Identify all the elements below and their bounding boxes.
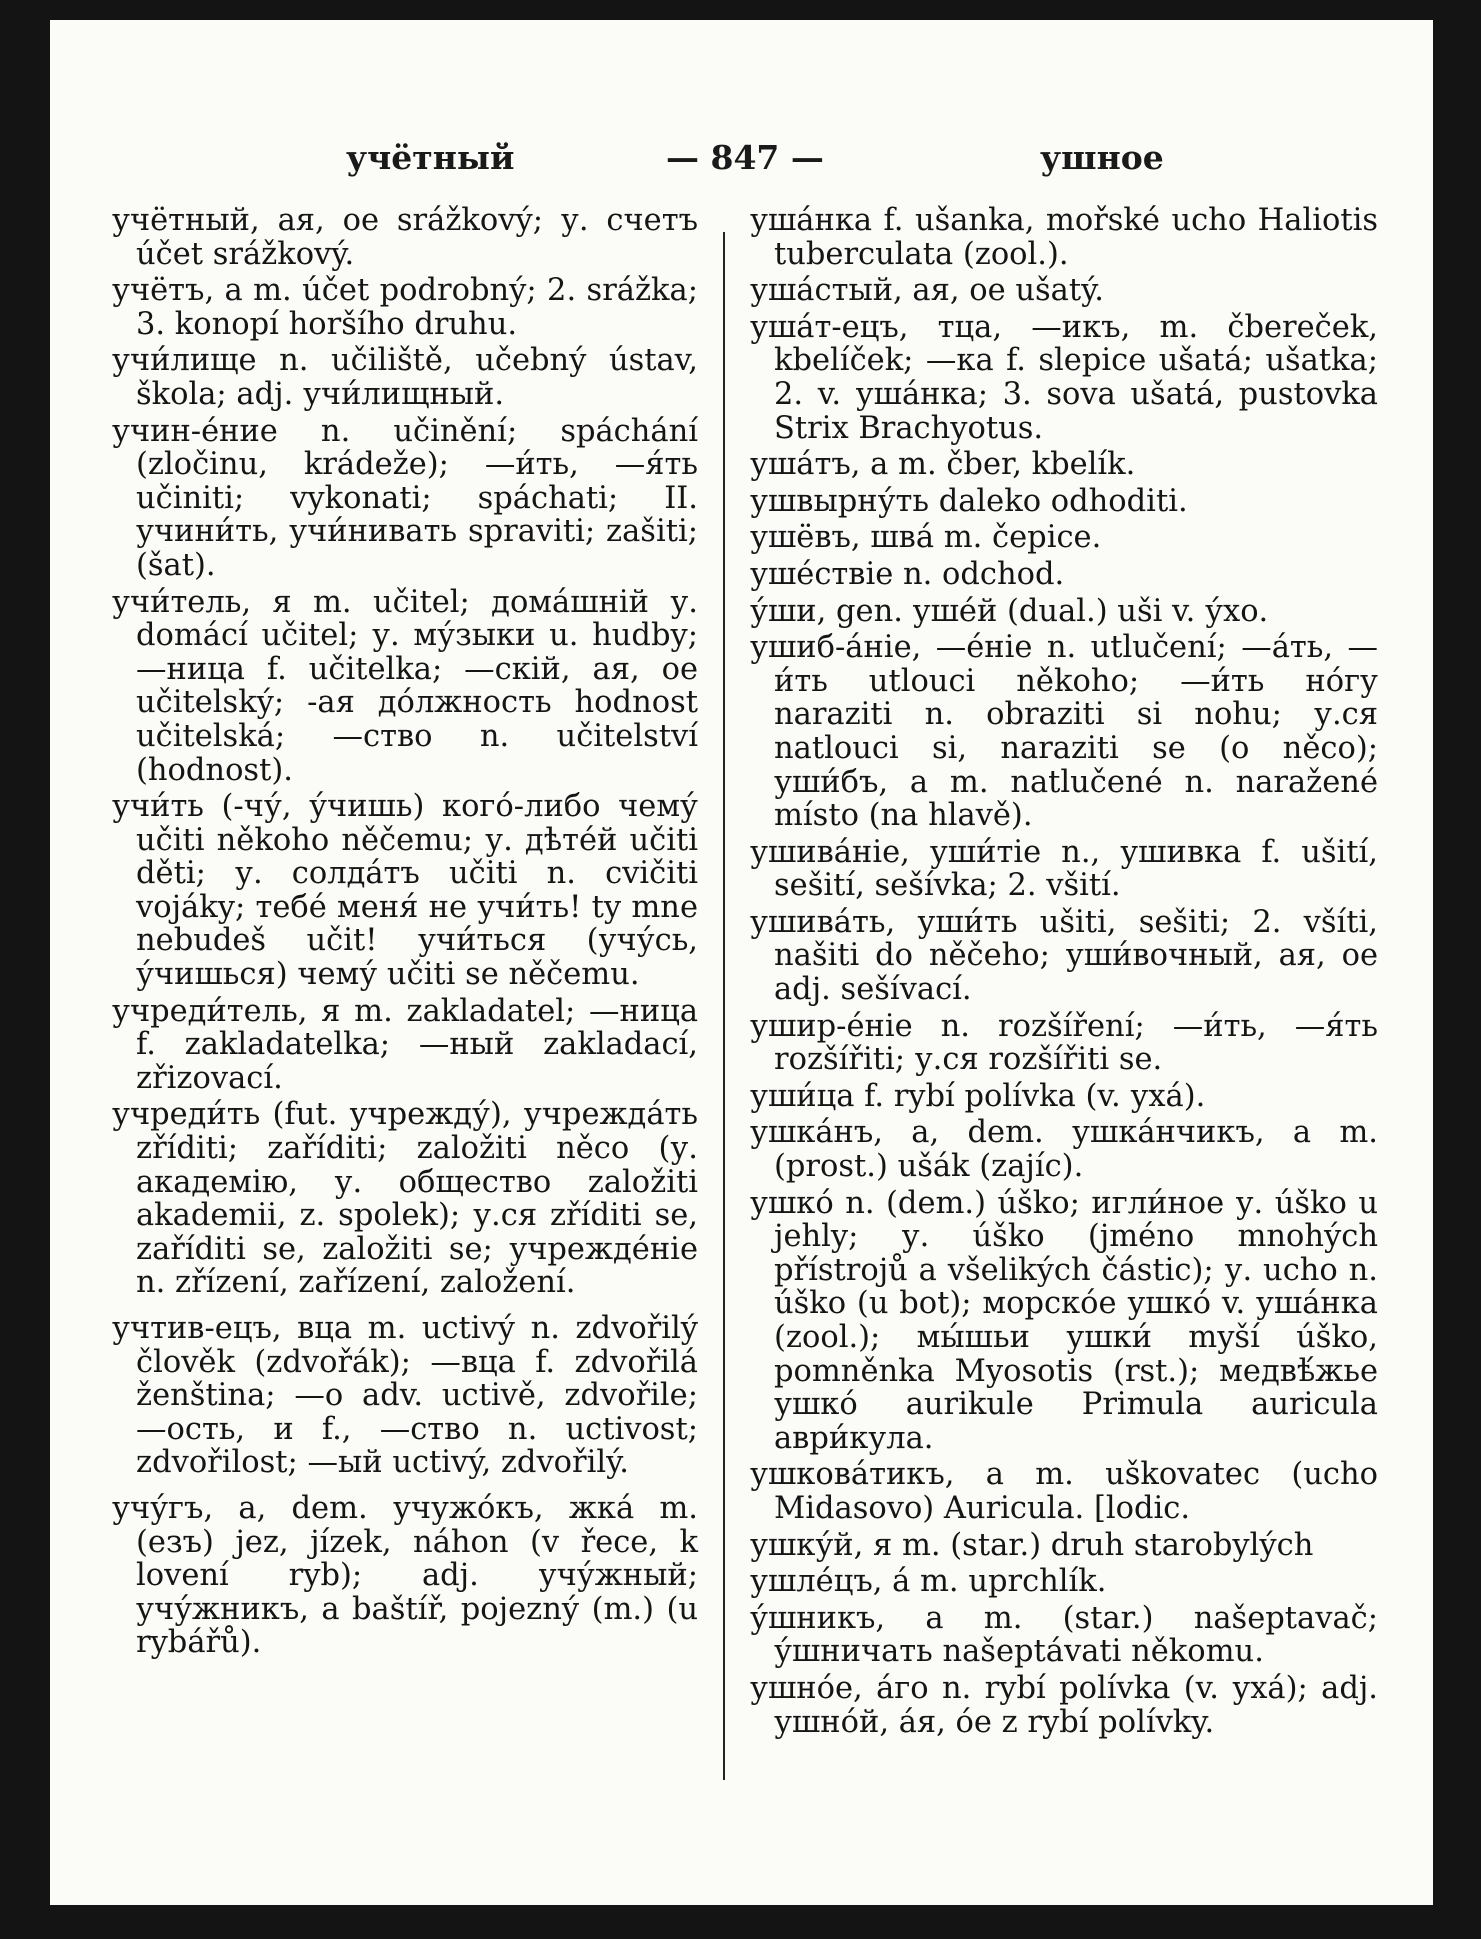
- right-column: [750, 204, 1378, 1742]
- dictionary-entry: уши́ца f. rybí polívka (v. уха́).: [750, 1078, 1206, 1114]
- dictionary-page: [50, 20, 1433, 1905]
- dictionary-entry: ушкáнъ, а, dem. ушкáнчикъ, а m. (prost.) ušák (zajíc).: [750, 1115, 1378, 1185]
- dictionary-entry: уша́тъ, а m. čber, kbelík.: [750, 447, 1136, 483]
- dictionary-entry: учётъ, а m. účet podrobný; 2. srážka; 3. konopí horšího druhu.: [112, 273, 698, 342]
- dictionary-entry: учин-éние n. učinění; spáchání (zločinu, krádeže); —и́ть, —я́ть učiniti; vykonati; spáchati; II. учини́ть, учи́нивать spraviti; zašiti; (šat).: [112, 413, 698, 583]
- dictionary-entry: уша́т-ецъ, тца, —икъ, m. čbereček, kbelíček; —ка f. slepice ušatá; ušatka; 2. v. уша́нка; 3. sova ušatá, pustovka Strix Brachyotus.: [750, 309, 1378, 446]
- dictionary-entry: ушиб-áніе, —éніе n. utlučení; —áть, —и́ть utlouci někoho; —и́ть но́гу naraziti n. obraziti si nohu; у.ся natlouci si, naraziti se (o něco); уши́бъ, а m. natlučené n. naražené místo (na hlavě).: [750, 630, 1378, 834]
- dictionary-entry: учтив-ецъ, вца m. uctivý n. zdvořilý člověk (zdvořák); —вца f. zdvořilá ženština; —о adv. uctivě, zdvořile; —ость, и f., —ство n. uctivost; zdvořilost; —ый uctivý, zdvořilý.: [112, 1311, 698, 1481]
- dictionary-entry: учреди́ть (fut. учрежду́), учрежда́ть zříditi; zaříditi; založiti něco (у. академію, у. общество založiti akademii, z. spolek); у.ся zříditi se, zaříditi se, založiti se; учреждéніе n. zřízení, zařízení, založení.: [112, 1097, 698, 1301]
- dictionary-entry: ушёвъ, шва́ m. čepice.: [750, 520, 1102, 556]
- dictionary-entry: ушивáніе, уши́тіе n., ушивка f. ušití, sešití, sešívka; 2. všití.: [750, 834, 1378, 904]
- dictionary-entry: ушир-éніе n. rozšíření; —и́ть, —я́ть rozšířiti; у.ся rozšířiti se.: [750, 1008, 1378, 1078]
- dictionary-entry: учреди́тель, я m. zakladatel; —ница f. zakladatelka; —ный zakladací, zřizovací.: [112, 993, 698, 1096]
- left-column: [112, 204, 698, 1663]
- column-divider: [723, 232, 725, 1780]
- dictionary-entry: уша́стый, ая, ое ušatý.: [750, 273, 1104, 309]
- dictionary-entry: ушно́е, áго n. rybí polívka (v. уха́); adj. ушно́й, áя, óе z rybí polívky.: [750, 1670, 1378, 1740]
- dictionary-entry: учи́тель, я m. učitel; дома́шній у. domácí učitel; у. му́зыки u. hudby; —ница f. učitelka; —скій, ая, ое učitelský; -ая до́лжность hodnost učitelská; —ство n. učitelství (hodnost).: [112, 584, 698, 788]
- dictionary-entry: ушку́й, я m. (star.) druh starobylých: [750, 1527, 1314, 1563]
- dictionary-entry: ушвырну́ть daleko odhoditi.: [750, 483, 1188, 519]
- dictionary-entry: учи́лище n. učiliště, učebný ústav, škola; adj. учи́лищный.: [112, 343, 698, 412]
- dictionary-entry: учу́гъ, а, dem. учужо́къ, жка́ m. (езъ) jez, jízek, náhon (v řece, k lovení ryb); adj. учу́жный; учу́жникъ, а baštíř, pojezný (m.) (u rybářů).: [112, 1490, 698, 1661]
- dictionary-entry: ушко́ n. (dem.) úško; игли́ное у. úško u jehly; у. úško (jméno mnohých přístrojů a všelikých částic); у. ucho n. úško (u bot); морско́е ушко́ v. уша́нка (zool.); мы́шьи ушки́ myší úško, pomněnka Myosotis (rst.); медвѣ́жье ушко́ aurikule Primula auricula аври́кула.: [750, 1185, 1378, 1456]
- dictionary-entry: у́ши, gen. ушéй (dual.) uši v. у́хо.: [750, 593, 1269, 629]
- running-header: [50, 138, 1433, 188]
- dictionary-entry: уша́нка f. ušanka, mořské ucho Haliotis tuberculata (zool.).: [750, 203, 1378, 272]
- dictionary-entry: у́шникъ, а m. (star.) našeptavač; у́шничать našeptávati někomu.: [750, 1600, 1378, 1670]
- dictionary-entry: ушéствіе n. odchod.: [750, 556, 1065, 592]
- header-right-guideword: ушное: [1040, 138, 1164, 177]
- dictionary-entry: ушлéцъ, á m. uprchlík.: [750, 1564, 1107, 1600]
- dictionary-entry: ушковáтикъ, а m. uškovatec (ucho Midasovo) Auricula. [lodic.: [750, 1457, 1378, 1526]
- dictionary-entry: учи́ть (-чу́, у́чишь) кого́-либо чему́ učiti někoho něčemu; у. дѣтéй učiti děti; у. солдáтъ učiti n. cvičiti vojáky; тебé меня́ не учи́ть! ty mne nebudeš učit! учи́ться (учу́сь, у́чишься) чему́ učiti se něčemu.: [112, 789, 698, 993]
- dictionary-entry: учётный, ая, ое srážkový; у. счетъ účet srážkový.: [112, 203, 698, 272]
- page-number: — 847 —: [666, 138, 824, 177]
- dictionary-entry: ушивáть, уши́ть ušiti, sešiti; 2. všíti, našiti do něčeho; уши́вочный, ая, ое adj. sešívací.: [750, 904, 1378, 1008]
- header-left-guideword: учётный: [346, 138, 515, 177]
